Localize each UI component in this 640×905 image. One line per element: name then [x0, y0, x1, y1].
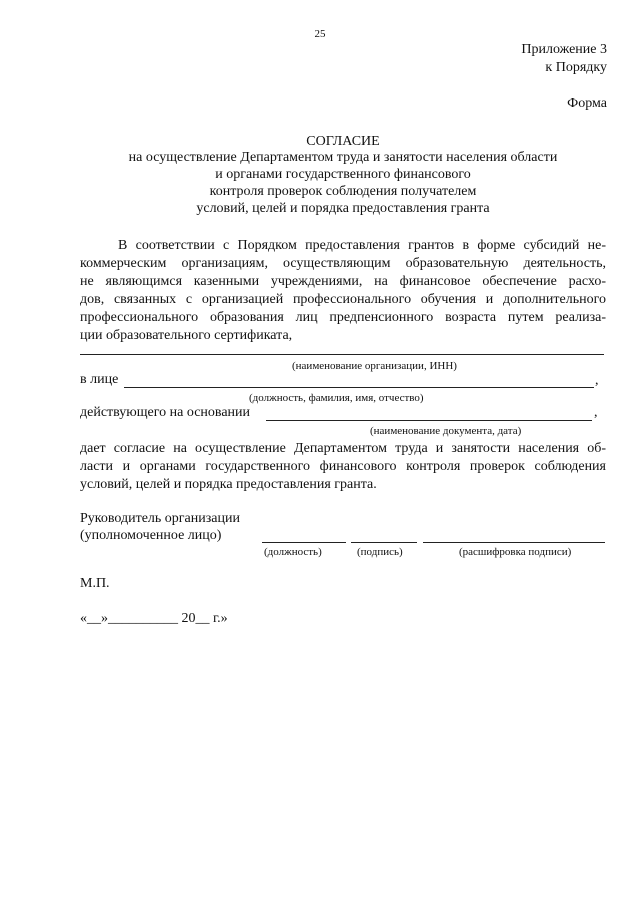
- basis-caption: (наименование документа, дата): [370, 425, 522, 437]
- basis-field-line[interactable]: [266, 420, 592, 421]
- title-line: и органами государственного финансового: [215, 167, 471, 182]
- signature-field-line[interactable]: [351, 542, 417, 543]
- decoding-caption: (расшифровка подписи): [459, 546, 572, 558]
- form-label: Форма: [567, 96, 607, 111]
- position-field-line[interactable]: [262, 542, 346, 543]
- head-label: Руководитель организации: [80, 511, 240, 526]
- authorized-label: (уполномоченное лицо): [80, 528, 222, 543]
- paragraph-line: дов, связанных с организацией профессионального обучения и дополнительного: [80, 292, 606, 307]
- paragraph-line: дает согласие на осуществление Департаментом труда и занятости населения об-: [80, 441, 606, 456]
- stamp-label: М.П.: [80, 576, 110, 591]
- basis-label: действующего на основании: [80, 405, 251, 420]
- in-person-label: в лице: [80, 372, 119, 387]
- paragraph-line: условий, целей и порядка предоставления гранта.: [80, 477, 377, 492]
- organization-caption: (наименование организации, ИНН): [292, 360, 457, 372]
- paragraph-line: В соответствии с Порядком предоставления грантов в форме субсидий не-: [118, 238, 606, 253]
- paragraph-line: профессионального образования лиц предпенсионного возраста путем реализа-: [80, 310, 606, 325]
- comma: ,: [595, 373, 599, 388]
- paragraph-line: не являющимся казенными учреждениями, на финансовое обеспечение расхо-: [80, 274, 606, 289]
- document-title: СОГЛАСИЕ: [306, 134, 380, 149]
- title-line: контроля проверок соблюдения получателем: [209, 184, 477, 199]
- person-caption: (должность, фамилия, имя, отчество): [249, 392, 424, 404]
- position-caption: (должность): [264, 546, 322, 558]
- to-order-label: к Порядку: [545, 60, 607, 75]
- decoding-field-line[interactable]: [423, 542, 605, 543]
- paragraph-line: коммерческим организациям, осуществляющим образовательную деятельность,: [80, 256, 606, 271]
- paragraph-line: ции образовательного сертификата,: [80, 328, 293, 343]
- page-number: 25: [314, 28, 326, 40]
- consent-paragraph: [80, 440, 606, 494]
- date-line: «__»__________ 20__ г.»: [80, 611, 228, 626]
- paragraph-line: ласти и органами государственного финансового контроля проверок соблюдения: [80, 459, 606, 474]
- signature-caption: (подпись): [357, 546, 403, 558]
- title-line: на осуществление Департаментом труда и занятости населения области: [128, 150, 558, 165]
- person-field-line[interactable]: [124, 387, 594, 388]
- intro-paragraph: [80, 237, 606, 345]
- appendix-label: Приложение 3: [521, 42, 607, 57]
- organization-field-line[interactable]: [80, 354, 604, 355]
- comma: ,: [594, 405, 598, 420]
- title-line: условий, целей и порядка предоставления гранта: [196, 201, 490, 216]
